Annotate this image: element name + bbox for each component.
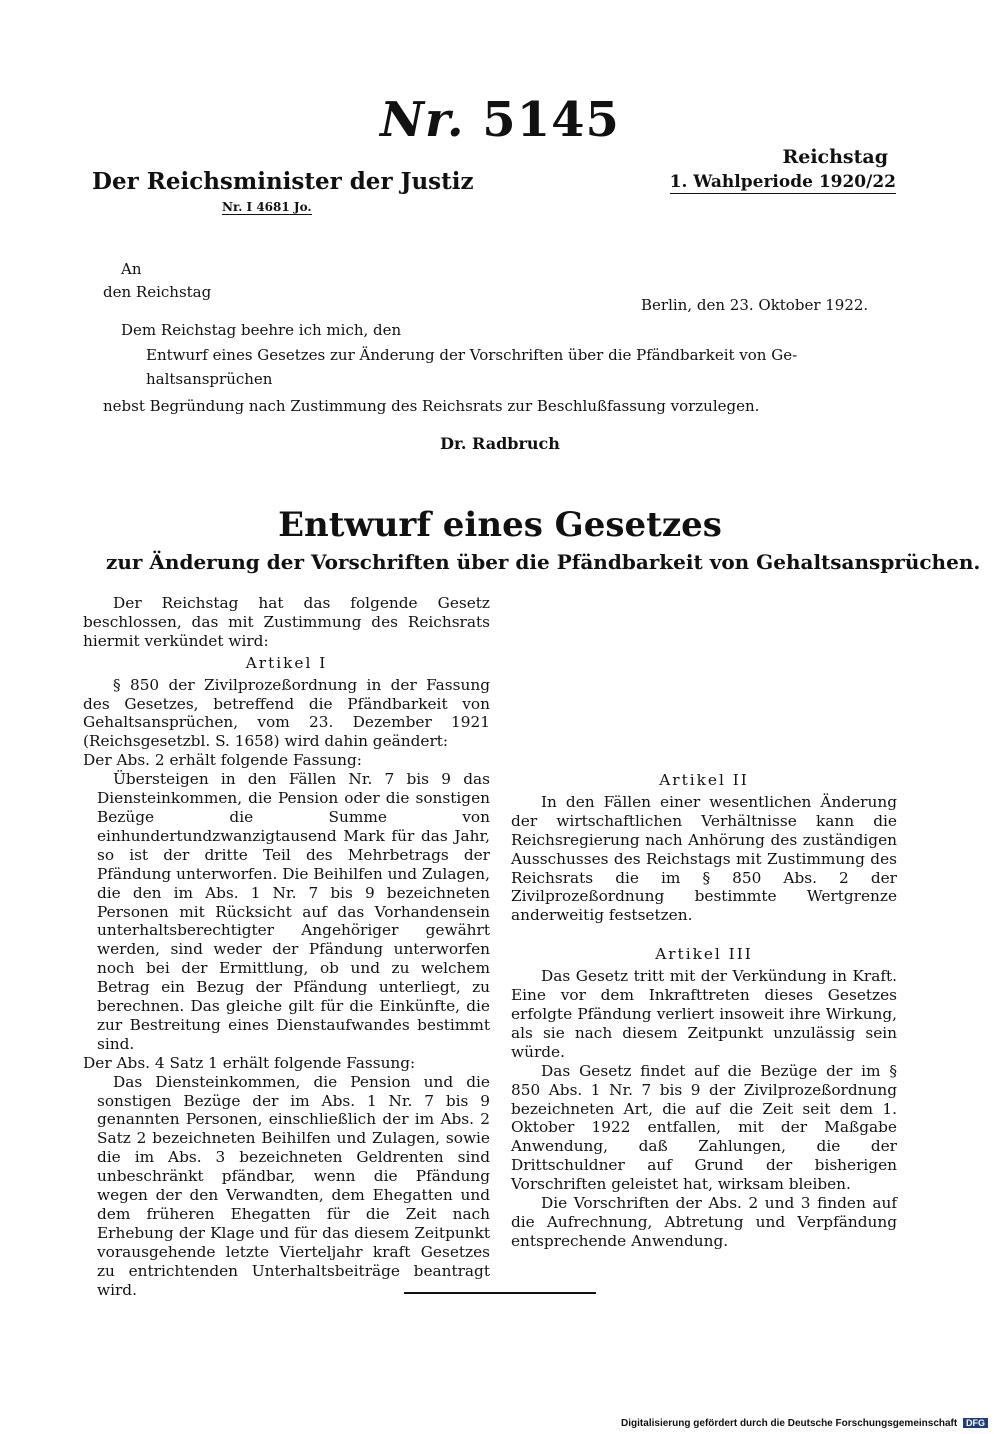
document-number-value: 5145 <box>482 92 620 148</box>
article-1-paragraph-2: Der Abs. 2 erhält folgende Fassung: <box>83 751 362 770</box>
draft-title: Entwurf eines Gesetzes <box>278 505 722 545</box>
article-1-quote-1: Übersteigen in den Fällen Nr. 7 bis 9 das Diensteinkommen, die Pension oder die sonstigen Bezüge die Summe von einhundertundzwanzigtausend Mark für das Jahr, so ist der dritte Teil des Mehrbetrags der Pfändung unterworfen. Die Beihilfen und Zulagen, die den im Abs. 1 Nr. 7 bis 9 bezeichneten Personen mit Rücksicht auf das Vorhandensein unterhaltsberechtigter Angehöriger gewährt werden, sind weder der Pfändung unterworfen noch bei der Ermittlung, ob und zu welchem Betrag ein Bezug der Pfändung unterliegt, zu berechnen. Das gleiche gilt für die Einkünfte, die zur Bestreitung eines Dienstaufwandes bestimmt sind. <box>97 770 490 1053</box>
article-3-heading: Artikel III <box>655 945 753 964</box>
dfg-logo: DFG <box>963 1418 988 1428</box>
article-1-paragraph-3: Der Abs. 4 Satz 1 erhält folgende Fassung: <box>83 1053 416 1072</box>
text-column-left <box>83 594 490 1300</box>
article-3-paragraph-3: Die Vorschriften der Abs. 2 und 3 finden auf die Aufrechnung, Abtretung und Verpfändung entsprechende Anwendung. <box>511 1194 897 1250</box>
minister-heading: Der Reichsminister der Justiz <box>92 168 474 195</box>
text-column-right <box>511 768 897 1251</box>
addressee-line-1: An <box>121 260 142 278</box>
closing-rule <box>404 1292 596 1294</box>
article-1-paragraph-1: § 850 der Zivilprozeßordnung in der Fassung des Gesetzes, betreffend die Pfändbarkeit von Gehaltsansprüchen, vom 23. Dezember 1921 (Reichsgesetzbl. S. 1658) wird dahin geändert: <box>83 675 490 751</box>
article-3-paragraph-1: Das Gesetz tritt mit der Verkündung in Kraft. Eine vor dem Inkrafttreten dieses Gesetzes erfolgte Pfändung verliert insoweit ihre Wirkung, als sie nach diesem Zeitpunkt unzulässig sein würde. <box>511 967 897 1061</box>
place-date: Berlin, den 23. Oktober 1922. <box>641 296 869 314</box>
preamble: Der Reichstag hat das folgende Gesetz beschlossen, das mit Zustimmung des Reichsrats hiermit verkündet wird: <box>83 594 490 650</box>
file-reference: Nr. I 4681 Jo. <box>222 200 312 214</box>
reichstag-label: Reichstag <box>782 146 888 168</box>
addressee-line-2: den Reichstag <box>103 283 212 301</box>
document-number-prefix: Nr. <box>380 92 465 148</box>
footer-credit <box>621 1418 988 1429</box>
article-2-heading: Artikel II <box>659 771 749 789</box>
article-1-quote-1-block <box>83 770 490 1054</box>
document-number <box>0 92 1000 148</box>
article-1-quote-2: Das Diensteinkommen, die Pension und die sonstigen Bezüge der im Abs. 1 Nr. 7 bis 9 genannten Personen, einschließlich der im Abs. 2 Satz 2 bezeichneten Beihilfen und Zulagen, sowie die im Abs. 3 bezeichneten Geldrenten sind unbeschränkt pfändbar, wenn die Pfändung wegen der den Verwandten, dem Ehegatten und dem früheren Ehegatten für die Zeit nach Erhebung der Klage und für das diesem Zeitpunkt vorausgehende letzte Vierteljahr kraft Gesetzes zu entrichtenden Unterhaltsbeiträge beantragt wird. <box>97 1072 490 1299</box>
draft-subtitle: zur Änderung der Vorschriften über die Pfändbarkeit von Gehaltsansprüchen. <box>106 550 981 574</box>
signature: Dr. Radbruch <box>440 434 560 453</box>
letter-body-line-2: Entwurf eines Gesetzes zur Änderung der Vorschriften über die Pfändbarkeit von Ge- <box>146 346 798 364</box>
article-1-heading: Artikel I <box>245 653 328 672</box>
footer-credit-text: Digitalisierung gefördert durch die Deutsche Forschungsgemeinschaft <box>621 1418 958 1429</box>
letter-body-line-3: haltsansprüchen <box>146 370 273 388</box>
article-3-paragraph-2: Das Gesetz findet auf die Bezüge der im § 850 Abs. 1 Nr. 7 bis 9 der Zivilprozeßordnung bezeichneten Art, die auf die Zeit seit dem 1. Oktober 1922 entfallen, mit der Maßgabe Anwendung, daß Zahlungen, die der Drittschuldner auf Grund der bisherigen Vorschriften geleistet hat, wirksam bleiben. <box>511 1061 897 1194</box>
article-2-paragraph-1: In den Fällen einer wesentlichen Änderung der wirtschaftlichen Verhältnisse kann die Reichsregierung nach Anhörung des zuständigen Ausschusses des Reichstags mit Zustimmung des Reichsrats die im § 850 Abs. 2 der Zivilprozeßordnung bestimmte Wertgrenze anderweitig festsetzen. <box>511 792 897 925</box>
article-1-quote-2-block <box>83 1073 490 1300</box>
letter-body-line-4: nebst Begründung nach Zustimmung des Reichsrats zur Beschlußfassung vorzulegen. <box>103 397 760 415</box>
wahlperiode-label: 1. Wahlperiode 1920/22 <box>669 172 896 192</box>
letter-body-line-1: Dem Reichstag beehre ich mich, den <box>121 321 402 339</box>
